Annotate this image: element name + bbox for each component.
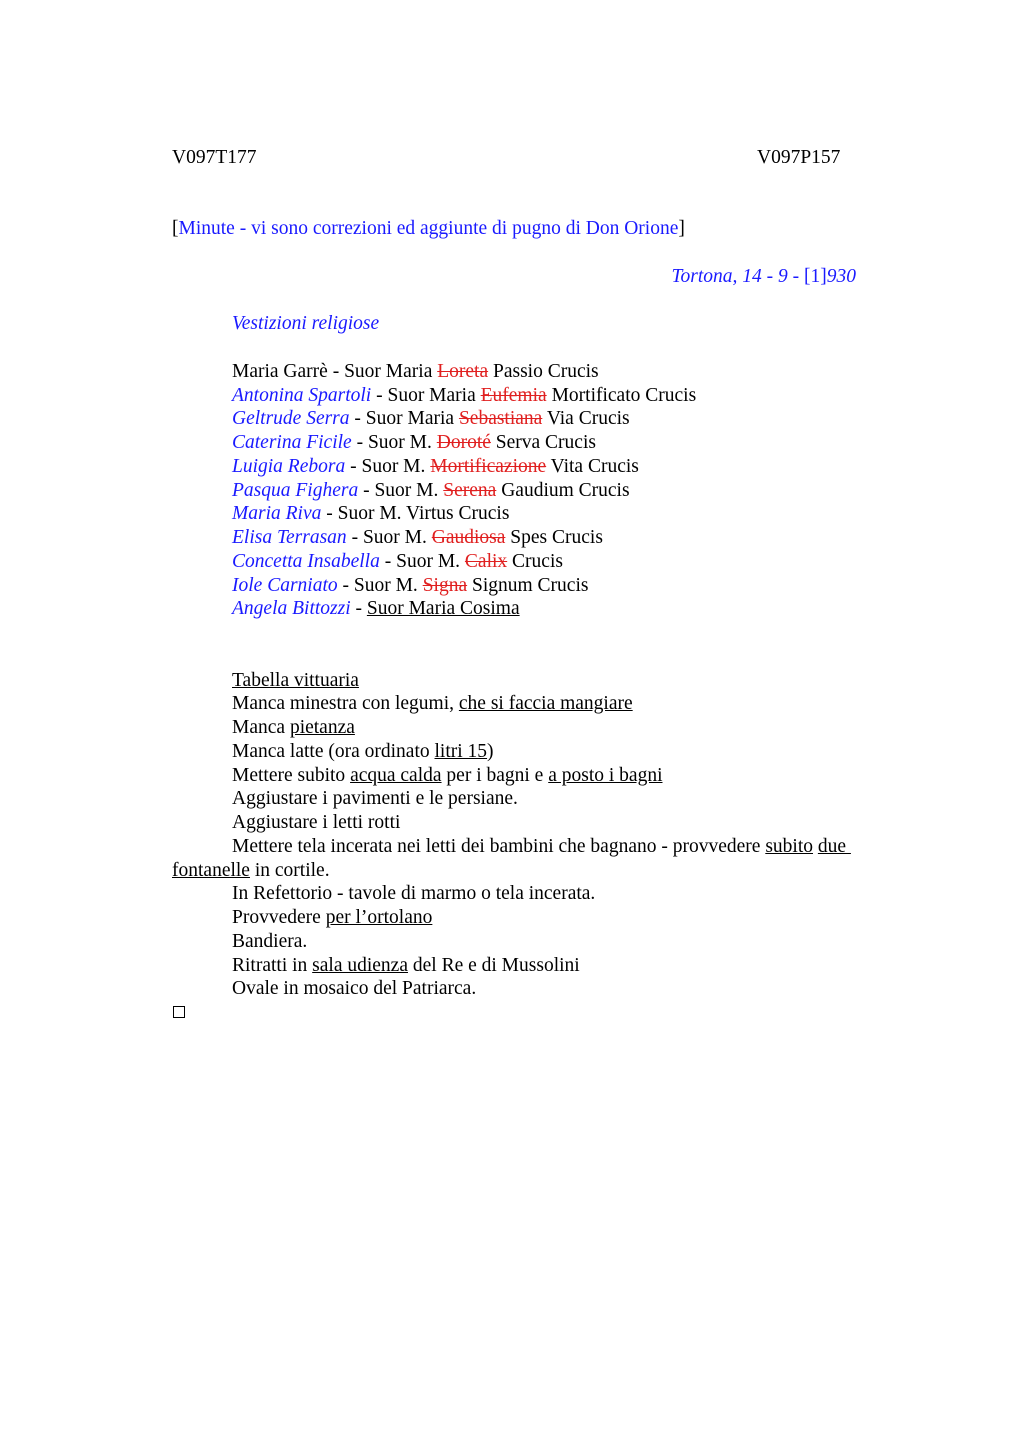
underlined-text: pietanza (289, 717, 355, 738)
tabella-line: Aggiustare i pavimenti e le persiane. (232, 788, 518, 809)
new-name: Vita Crucis (546, 456, 639, 477)
dateline-place-date: Tortona, 14 - 9 - (671, 266, 804, 287)
struck-name: Signa (422, 575, 468, 596)
person-name: Angela Bittozzi (232, 598, 351, 619)
tabella-line: Bandiera. (232, 931, 308, 952)
struck-name: Mortificazione (430, 456, 547, 477)
text: del Re e di Mussolini (408, 955, 580, 976)
tabella-line: Aggiustare i letti rotti (232, 812, 401, 833)
new-name: Crucis (507, 551, 563, 572)
end-marker-box (173, 1006, 185, 1018)
new-name: Gaudium Crucis (496, 480, 630, 501)
list-item (232, 502, 509, 526)
new-name: Serva Crucis (490, 432, 596, 453)
struck-name: Gaudiosa (431, 527, 506, 548)
religious-prefix: Suor Maria (344, 361, 438, 382)
text: Provvedere (232, 907, 326, 928)
religious-prefix: Suor M. (353, 575, 423, 596)
dateline (671, 265, 856, 289)
text: Manca minestra con legumi, (232, 693, 459, 714)
editorial-note (172, 217, 685, 241)
underlined-name: Suor Maria Cosima (366, 598, 520, 619)
document-code-left: V097T177 (172, 147, 257, 168)
list-item (232, 407, 630, 431)
list-item (232, 479, 630, 503)
text: ) (487, 741, 494, 762)
list-item (232, 360, 599, 384)
struck-name: Serena (443, 480, 497, 501)
underlined-text: subito (765, 836, 813, 857)
underlined-text: acqua calda (350, 765, 442, 786)
underlined-text: sala udienza (312, 955, 408, 976)
person-name: Maria Riva (232, 503, 322, 524)
tabella-title: Tabella vittuaria (232, 670, 359, 691)
struck-name: Doroté (436, 432, 491, 453)
separator: - (321, 503, 338, 524)
separator: - (379, 551, 397, 572)
person-name: Luigia Rebora (232, 456, 346, 477)
underlined-text: litri 15 (434, 741, 488, 762)
text: Mettere tela incerata nei letti dei bambini che bagnano - provvedere (232, 836, 766, 857)
separator: - (349, 408, 366, 429)
text: Mettere subito (232, 765, 351, 786)
separator: - (327, 361, 345, 382)
separator: - (351, 432, 368, 453)
person-name: Antonina Spartoli (232, 385, 372, 406)
religious-prefix: Suor M. (362, 527, 432, 548)
struck-name: Eufemia (480, 385, 547, 406)
religious-prefix: Suor Maria (387, 385, 481, 406)
note-text: Minute - vi sono correzioni ed aggiunte di pugno di Don Orione (178, 218, 679, 239)
dateline-year: 930 (826, 266, 856, 287)
religious-prefix: Suor M. (374, 480, 444, 501)
new-name: Passio Crucis (488, 361, 599, 382)
religious-prefix: Suor Maria (365, 408, 459, 429)
struck-name: Sebastiana (458, 408, 543, 429)
dateline-bracket: [1] (804, 266, 827, 287)
tabella-line (172, 859, 330, 883)
document-code-right: V097P157 (757, 147, 841, 168)
religious-prefix: Suor M. Virtus Crucis (337, 503, 510, 524)
separator: - (350, 598, 367, 619)
tabella-line (232, 740, 494, 764)
tabella-line (232, 954, 580, 978)
person-name: Geltrude Serra (232, 408, 350, 429)
person-name: Elisa Terrasan (232, 527, 347, 548)
text: Manca latte (ora ordinato (232, 741, 435, 762)
separator: - (345, 456, 362, 477)
religious-prefix: Suor M. (367, 432, 437, 453)
tabella-line: In Refettorio - tavole di marmo o tela incerata. (232, 883, 596, 904)
tabella-line: Ovale in mosaico del Patriarca. (232, 978, 477, 999)
list-item (232, 431, 596, 455)
new-name: Signum Crucis (467, 575, 589, 596)
religious-prefix: Suor M. (396, 551, 465, 572)
new-name: Via Crucis (542, 408, 630, 429)
section-title: Vestizioni religiose (232, 313, 380, 334)
person-name: Caterina Ficile (232, 432, 352, 453)
list-item (232, 574, 588, 598)
text: per i bagni e (441, 765, 549, 786)
list-item (232, 526, 603, 550)
separator: - (358, 480, 375, 501)
underlined-text: due (817, 836, 851, 857)
underlined-text: a posto i bagni (548, 765, 663, 786)
note-bracket-close: ] (678, 218, 685, 239)
tabella-line (232, 692, 633, 716)
struck-name: Loreta (437, 361, 489, 382)
list-item (232, 455, 639, 479)
tabella-line (232, 764, 663, 788)
text: in cortile. (249, 860, 330, 881)
tabella-line (232, 835, 851, 859)
new-name: Mortificato Crucis (546, 385, 697, 406)
separator: - (337, 575, 354, 596)
list-item (232, 384, 696, 408)
person-name: Pasqua Fighera (232, 480, 359, 501)
list-item (232, 597, 520, 621)
religious-prefix: Suor M. (361, 456, 431, 477)
struck-name: Calix (464, 551, 508, 572)
separator: - (346, 527, 363, 548)
tabella-line (232, 906, 432, 930)
tabella-line (232, 716, 355, 740)
separator: - (371, 385, 388, 406)
note-bracket-open: [ (172, 218, 179, 239)
new-name: Spes Crucis (505, 527, 603, 548)
person-name: Iole Carniato (232, 575, 338, 596)
underlined-text: per l’ortolano (325, 907, 433, 928)
underlined-text: che si faccia mangiare (458, 693, 633, 714)
text: Ritratti in (232, 955, 313, 976)
text: Manca (232, 717, 290, 738)
person-name: Maria Garrè (232, 361, 328, 382)
underlined-text: fontanelle (172, 860, 250, 881)
person-name: Concetta Insabella (232, 551, 380, 572)
list-item (232, 550, 563, 574)
